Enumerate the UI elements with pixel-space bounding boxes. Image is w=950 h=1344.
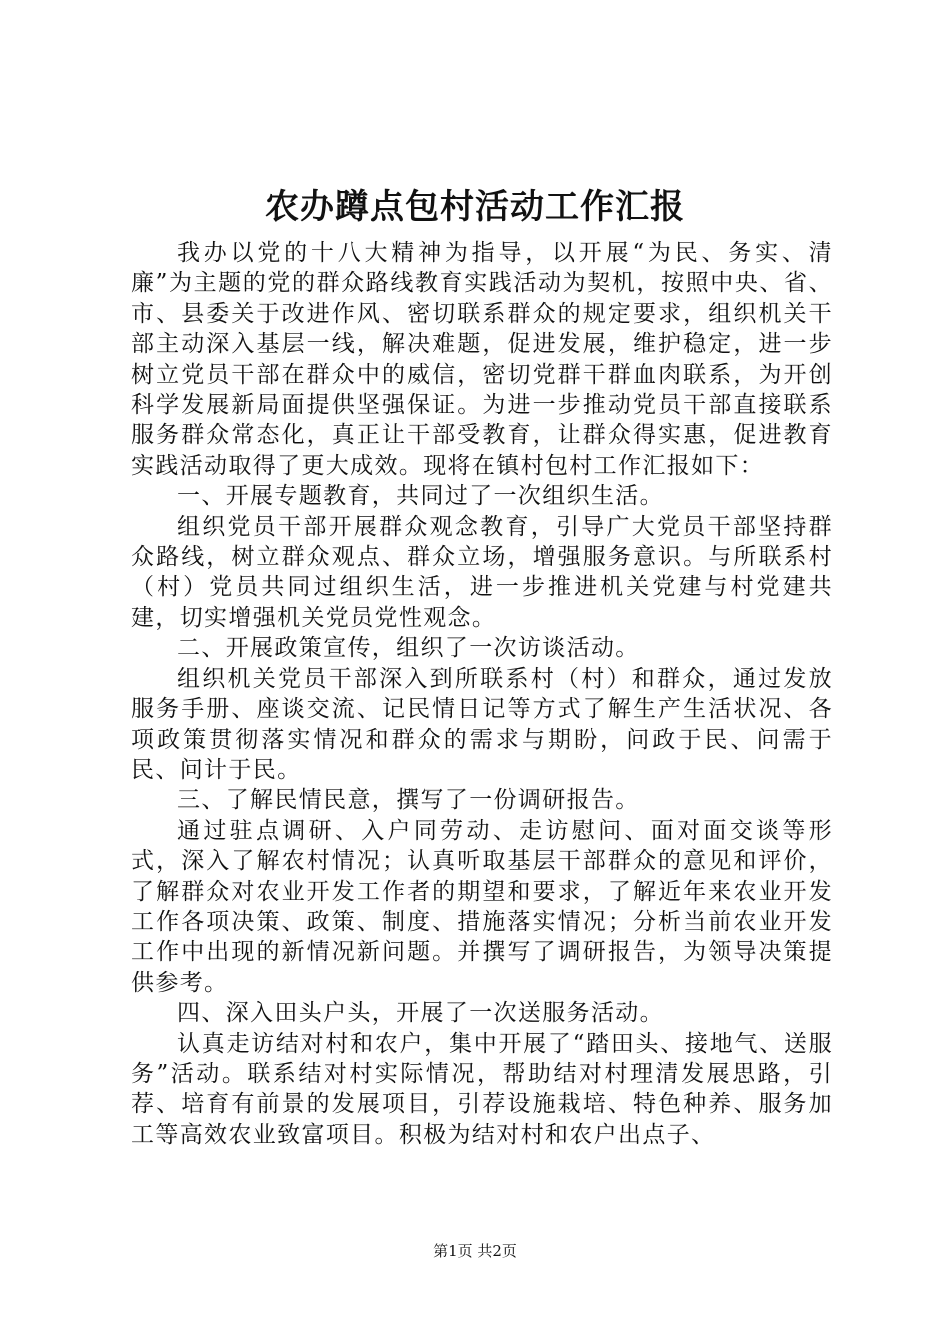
section-heading-4: 四、深入田头户头，开展了一次送服务活动。 [177, 1000, 664, 1027]
page-number-footer: 第1页 共2页 [433, 1242, 517, 1260]
paragraph-section-3: 通过驻点调研、入户同劳动、走访慰问、面对面交谈等形式，深入了解农村情况；认真听取基层干部群众的意见和评价，了解群众对农业开发工作者的期望和要求，了解近年来农业开发工作各项决策、政策、制度、措施落实情况；分析当前农业开发工作中出现的新情况新问题。并撰写了调研报告，为领导决策提供参考。 [131, 817, 833, 996]
document-title: 农办蹲点包村活动工作汇报 [265, 187, 685, 227]
section-heading-3: 三、了解民情民意，撰写了一份调研报告。 [177, 787, 640, 814]
document-body [131, 238, 833, 1150]
section-heading-1: 一、开展专题教育，共同过了一次组织生活。 [177, 483, 664, 510]
section-heading-2: 二、开展政策宣传，组织了一次访谈活动。 [177, 635, 640, 662]
paragraph-section-1: 组织党员干部开展群众观念教育，引导广大党员干部坚持群众路线，树立群众观点、群众立场，增强服务意识。与所联系村（村）党员共同过组织生活，进一步推进机关党建与村党建共建，切实增强机关党员党性观念。 [131, 513, 833, 631]
paragraph-section-2: 组织机关党员干部深入到所联系村（村）和群众，通过发放服务手册、座谈交流、记民情日记等方式了解生产生活状况、各项政策贯彻落实情况和群众的需求与期盼，问政于民、问需于民、问计于民。 [131, 665, 833, 783]
paragraph-intro: 我办以党的十八大精神为指导，以开展“为民、务实、清廉”为主题的党的群众路线教育实践活动为契机，按照中央、省、市、县委关于改进作风、密切联系群众的规定要求，组织机关干部主动深入基层一线，解决难题，促进发展，维护稳定，进一步树立党员干部在群众中的威信，密切党群干群血肉联系，为开创科学发展新局面提供坚强保证。为进一步推动党员干部直接联系服务群众常态化，真正让干部受教育，让群众得实惠，促进教育实践活动取得了更大成效。现将在镇村包村工作汇报如下： [131, 240, 833, 479]
paragraph-section-4: 认真走访结对村和农户，集中开展了“踏田头、接地气、送服务”活动。联系结对村实际情况，帮助结对村理清发展思路，引荐、培育有前景的发展项目，引荐设施栽培、特色种养、服务加工等高效农业致富项目。积极为结对村和农户出点子、 [131, 1030, 833, 1148]
